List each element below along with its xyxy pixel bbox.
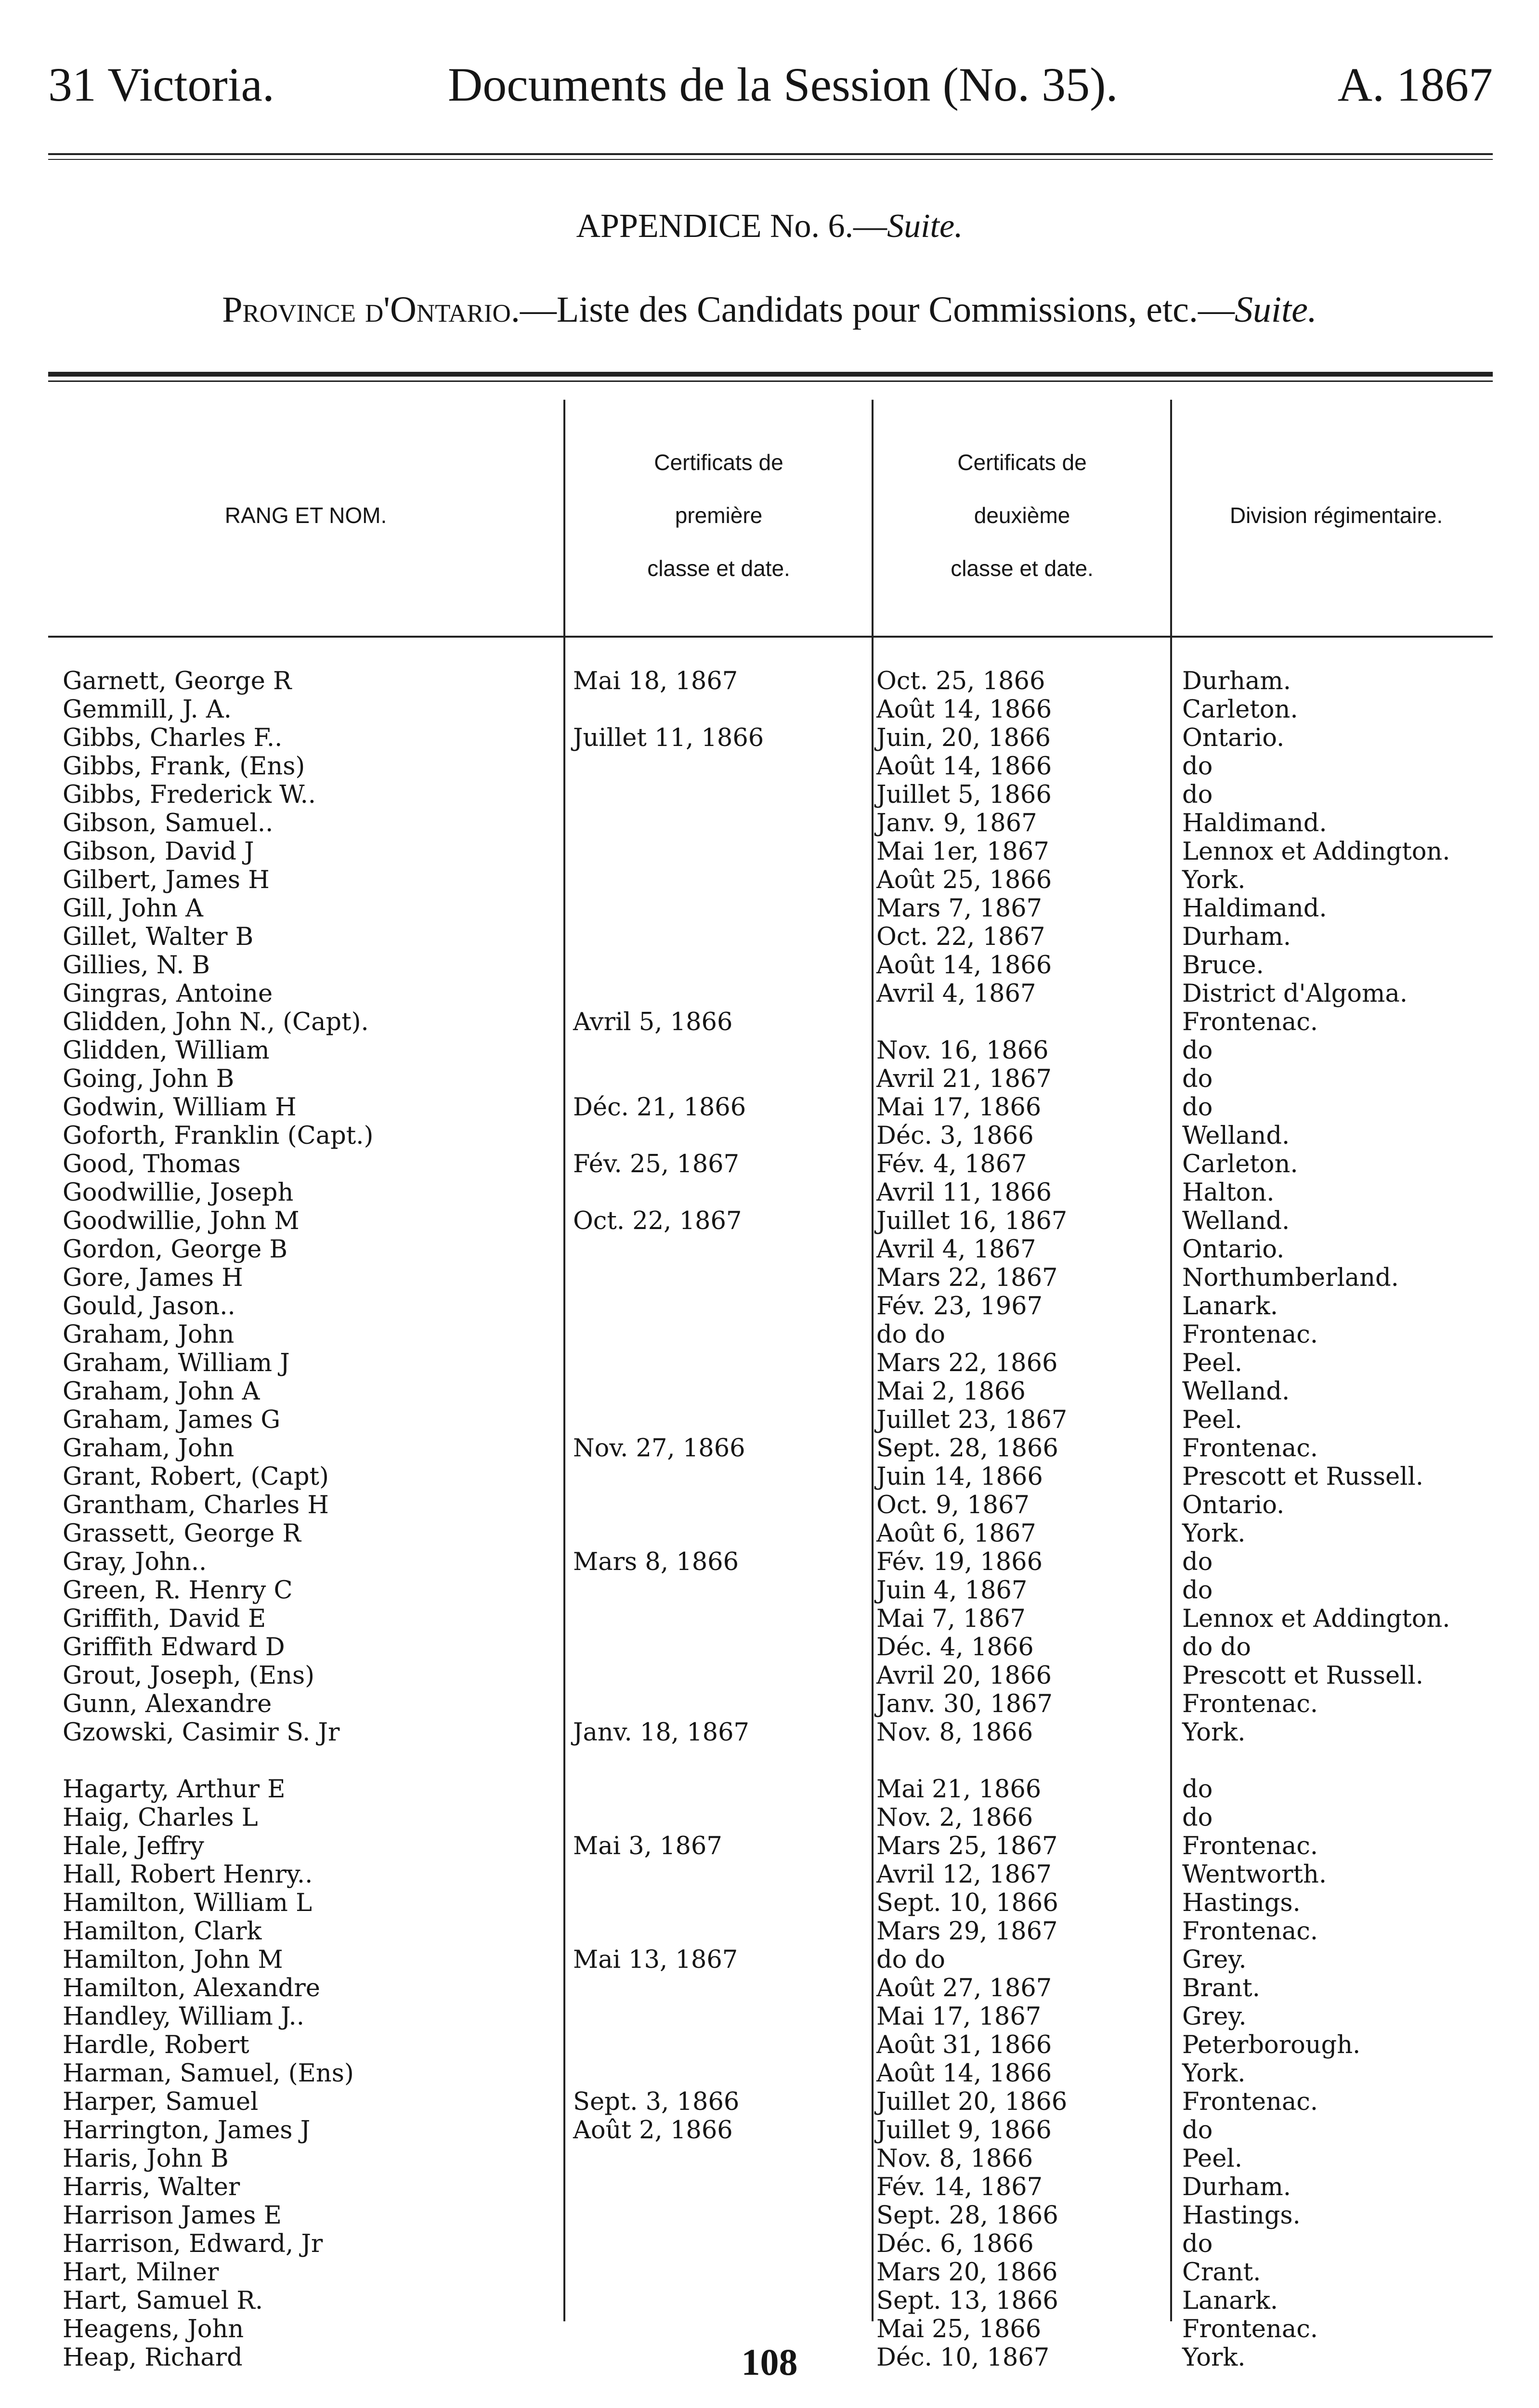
- header-session: 31 Victoria.: [48, 58, 274, 111]
- table-row: [0, 2116, 1539, 2145]
- column-heading-name: RANG ET NOM.: [224, 503, 387, 528]
- regimental-division: Peterborough.: [1182, 2031, 1361, 2059]
- candidate-name: Harrison James E: [63, 2201, 282, 2230]
- regimental-division: Brant.: [1182, 1974, 1260, 2002]
- second-class-certificate: Avril 21, 1867: [876, 1065, 1052, 1093]
- column-heading-first-class: Certificats de première classe et date.: [647, 450, 790, 581]
- regimental-division: York.: [1182, 2343, 1246, 2372]
- table-row: [0, 752, 1539, 781]
- candidate-name: Going, John B: [63, 1065, 235, 1093]
- second-class-certificate: Juin 14, 1866: [876, 1463, 1043, 1491]
- second-class-certificate: Mars 20, 1866: [876, 2258, 1058, 2287]
- candidate-name: Haris, John B: [63, 2145, 229, 2173]
- regimental-division: Northumberland.: [1182, 1264, 1399, 1292]
- first-class-certificate: Juillet 11, 1866: [573, 724, 764, 752]
- second-class-certificate: Avril 4, 1867: [876, 1235, 1036, 1264]
- candidate-name: Hart, Samuel R.: [63, 2287, 263, 2315]
- regimental-division: Frontenac.: [1182, 1832, 1318, 1860]
- second-class-certificate: Avril 4, 1867: [876, 980, 1036, 1008]
- table-row: [0, 2258, 1539, 2287]
- regimental-division: Prescott et Russell.: [1182, 1463, 1424, 1491]
- second-class-certificate: Nov. 8, 1866: [876, 2145, 1033, 2173]
- header-rule-thin: [48, 159, 1493, 160]
- candidate-name: Gould, Jason..: [63, 1292, 235, 1321]
- second-class-certificate: Oct. 22, 1867: [876, 923, 1045, 951]
- second-class-certificate: Oct. 9, 1867: [876, 1491, 1030, 1519]
- candidate-name: Gray, John..: [63, 1548, 207, 1576]
- second-class-certificate: Juillet 9, 1866: [876, 2116, 1052, 2145]
- first-class-certificate: Oct. 22, 1867: [573, 1207, 742, 1235]
- regimental-division: do: [1182, 752, 1213, 781]
- table-row: [0, 667, 1539, 695]
- candidate-name: Glidden, John N., (Capt).: [63, 1008, 369, 1036]
- table-row: [0, 724, 1539, 752]
- second-class-certificate: Déc. 4, 1866: [876, 1633, 1034, 1662]
- column-header-rule: [48, 636, 1493, 638]
- second-class-certificate: Fév. 14, 1867: [876, 2173, 1043, 2201]
- second-class-certificate: Mars 22, 1866: [876, 1349, 1058, 1377]
- second-class-certificate: Nov. 16, 1866: [876, 1036, 1049, 1065]
- second-class-certificate: Avril 12, 1867: [876, 1860, 1052, 1889]
- table-row: [0, 866, 1539, 894]
- column-heading-second-class: Certificats de deuxième classe et date.: [951, 450, 1094, 581]
- second-class-certificate: Fév. 23, 1967: [876, 1292, 1043, 1321]
- candidate-name: Gibson, Samuel..: [63, 809, 274, 838]
- table-row: [0, 1860, 1539, 1889]
- second-class-certificate: Avril 11, 1866: [876, 1178, 1052, 1207]
- candidate-name: Glidden, William: [63, 1036, 270, 1065]
- candidate-name: Grassett, George R: [63, 1519, 301, 1548]
- second-class-certificate: Mai 17, 1866: [876, 1093, 1042, 1122]
- table-row: [0, 1974, 1539, 2002]
- regimental-division: Lennox et Addington.: [1182, 838, 1450, 866]
- regimental-division: Frontenac.: [1182, 1008, 1318, 1036]
- regimental-division: York.: [1182, 2059, 1246, 2088]
- candidate-name: Gill, John A: [63, 894, 203, 923]
- table-row: [0, 1548, 1539, 1576]
- second-class-certificate: do do: [876, 1321, 945, 1349]
- table-row: [0, 1292, 1539, 1321]
- candidate-name: Grantham, Charles H: [63, 1491, 329, 1519]
- table-row: [0, 2031, 1539, 2059]
- regimental-division: Lennox et Addington.: [1182, 1605, 1450, 1633]
- candidate-name: Hart, Milner: [63, 2258, 219, 2287]
- candidate-name: Gibbs, Frank, (Ens): [63, 752, 305, 781]
- running-header: [48, 57, 1493, 119]
- regimental-division: York.: [1182, 1718, 1246, 1747]
- table-row: [0, 695, 1539, 724]
- candidate-name: Hamilton, Alexandre: [63, 1974, 320, 2002]
- table-row: [0, 1036, 1539, 1065]
- candidate-name: Gillies, N. B: [63, 951, 210, 980]
- second-class-certificate: Déc. 10, 1867: [876, 2343, 1050, 2372]
- regimental-division: do: [1182, 1775, 1213, 1804]
- regimental-division: do: [1182, 1065, 1213, 1093]
- table-top-rule: [48, 372, 1493, 377]
- candidate-name: Gibson, David J: [63, 838, 254, 866]
- table-row: [0, 2059, 1539, 2088]
- second-class-certificate: do do: [876, 1946, 945, 1974]
- table-row: [0, 1321, 1539, 1349]
- table-row: [0, 838, 1539, 866]
- regimental-division: Peel.: [1182, 2145, 1242, 2173]
- section-gap: [0, 1747, 1539, 1775]
- regimental-division: Carleton.: [1182, 695, 1298, 724]
- regimental-division: Ontario.: [1182, 724, 1285, 752]
- second-class-certificate: Mai 1er, 1867: [876, 838, 1049, 866]
- regimental-division: Haldimand.: [1182, 809, 1327, 838]
- second-class-certificate: Août 14, 1866: [876, 752, 1052, 781]
- table-row: [0, 1775, 1539, 1804]
- second-class-certificate: Août 14, 1866: [876, 951, 1052, 980]
- table-row: [0, 1377, 1539, 1406]
- first-class-certificate: Mai 18, 1867: [573, 667, 738, 695]
- table-row: [0, 1662, 1539, 1690]
- table-row: [0, 1718, 1539, 1747]
- candidate-table: [0, 667, 1539, 2372]
- candidate-name: Gunn, Alexandre: [63, 1690, 272, 1718]
- second-class-certificate: Août 14, 1866: [876, 695, 1052, 724]
- table-row: [0, 1178, 1539, 1207]
- table-row: [0, 2173, 1539, 2201]
- regimental-division: Carleton.: [1182, 1150, 1298, 1178]
- second-class-certificate: Juin 4, 1867: [876, 1576, 1028, 1605]
- table-row: [0, 1434, 1539, 1463]
- table-row: [0, 1690, 1539, 1718]
- table-row: [0, 1065, 1539, 1093]
- regimental-division: District d'Algoma.: [1182, 980, 1408, 1008]
- regimental-division: Bruce.: [1182, 951, 1264, 980]
- regimental-division: Welland.: [1182, 1377, 1290, 1406]
- second-class-certificate: Sept. 28, 1866: [876, 2201, 1058, 2230]
- regimental-division: do: [1182, 1036, 1213, 1065]
- table-row: [0, 1804, 1539, 1832]
- second-class-certificate: Sept. 28, 1866: [876, 1434, 1058, 1463]
- second-class-certificate: Mai 21, 1866: [876, 1775, 1042, 1804]
- second-class-certificate: Juillet 16, 1867: [876, 1207, 1068, 1235]
- candidate-name: Griffith, David E: [63, 1605, 266, 1633]
- candidate-name: Goforth, Franklin (Capt.): [63, 1122, 374, 1150]
- candidate-name: Graham, William J: [63, 1349, 290, 1377]
- regimental-division: Lanark.: [1182, 2287, 1278, 2315]
- second-class-certificate: Mars 7, 1867: [876, 894, 1043, 923]
- second-class-certificate: Août 27, 1867: [876, 1974, 1052, 2002]
- candidate-name: Hagarty, Arthur E: [63, 1775, 286, 1804]
- candidate-name: Gibbs, Frederick W..: [63, 781, 316, 809]
- candidate-name: Hardle, Robert: [63, 2031, 249, 2059]
- second-class-certificate: Août 25, 1866: [876, 866, 1052, 894]
- second-class-certificate: Sept. 13, 1866: [876, 2287, 1058, 2315]
- second-class-certificate: Mai 25, 1866: [876, 2315, 1042, 2343]
- regimental-division: Prescott et Russell.: [1182, 1662, 1424, 1690]
- candidate-name: Griffith Edward D: [63, 1633, 285, 1662]
- regimental-division: Ontario.: [1182, 1491, 1285, 1519]
- table-row: [0, 1576, 1539, 1605]
- candidate-name: Gillet, Walter B: [63, 923, 254, 951]
- second-class-certificate: Mars 25, 1867: [876, 1832, 1058, 1860]
- table-row: [0, 2088, 1539, 2116]
- second-class-certificate: Avril 20, 1866: [876, 1662, 1052, 1690]
- candidate-name: Harris, Walter: [63, 2173, 240, 2201]
- table-row: [0, 1150, 1539, 1178]
- regimental-division: Peel.: [1182, 1349, 1242, 1377]
- candidate-name: Hamilton, William L: [63, 1889, 312, 1917]
- candidate-name: Gingras, Antoine: [63, 980, 273, 1008]
- table-row: [0, 1463, 1539, 1491]
- regimental-division: do: [1182, 1576, 1213, 1605]
- candidate-name: Godwin, William H: [63, 1093, 297, 1122]
- table-row: [0, 2145, 1539, 2173]
- candidate-name: Hall, Robert Henry..: [63, 1860, 313, 1889]
- second-class-certificate: Juillet 5, 1866: [876, 781, 1052, 809]
- regimental-division: do do: [1182, 1633, 1251, 1662]
- candidate-name: Good, Thomas: [63, 1150, 241, 1178]
- regimental-division: Haldimand.: [1182, 894, 1327, 923]
- second-class-certificate: Fév. 19, 1866: [876, 1548, 1043, 1576]
- second-class-certificate: Janv. 30, 1867: [876, 1690, 1053, 1718]
- second-class-certificate: Mai 2, 1866: [876, 1377, 1026, 1406]
- candidate-name: Harper, Samuel: [63, 2088, 259, 2116]
- second-class-certificate: Fév. 4, 1867: [876, 1150, 1027, 1178]
- candidate-name: Hamilton, John M: [63, 1946, 283, 1974]
- second-class-certificate: Mars 29, 1867: [876, 1917, 1058, 1946]
- regimental-division: Welland.: [1182, 1122, 1290, 1150]
- candidate-name: Gordon, George B: [63, 1235, 287, 1264]
- column-heading-division: Division régimentaire.: [1229, 503, 1443, 528]
- regimental-division: Grey.: [1182, 2002, 1247, 2031]
- candidate-name: Graham, James G: [63, 1406, 281, 1434]
- first-class-certificate: Mai 13, 1867: [573, 1946, 738, 1974]
- second-class-certificate: Mars 22, 1867: [876, 1264, 1058, 1292]
- candidate-name: Harman, Samuel, (Ens): [63, 2059, 354, 2088]
- first-class-certificate: Août 2, 1866: [573, 2116, 733, 2145]
- table-row: [0, 923, 1539, 951]
- second-class-certificate: Août 31, 1866: [876, 2031, 1052, 2059]
- candidate-name: Haig, Charles L: [63, 1804, 258, 1832]
- regimental-division: do: [1182, 1093, 1213, 1122]
- second-class-certificate: Nov. 2, 1866: [876, 1804, 1033, 1832]
- regimental-division: Wentworth.: [1182, 1860, 1327, 1889]
- first-class-certificate: Avril 5, 1866: [573, 1008, 733, 1036]
- regimental-division: Peel.: [1182, 1406, 1242, 1434]
- page-number: 108: [741, 2341, 798, 2383]
- first-class-certificate: Mars 8, 1866: [573, 1548, 739, 1576]
- candidate-name: Heagens, John: [63, 2315, 244, 2343]
- regimental-division: Frontenac.: [1182, 2315, 1318, 2343]
- regimental-division: do: [1182, 781, 1213, 809]
- regimental-division: Welland.: [1182, 1207, 1290, 1235]
- regimental-division: Durham.: [1182, 923, 1291, 951]
- regimental-division: Hastings.: [1182, 2201, 1301, 2230]
- candidate-name: Gore, James H: [63, 1264, 243, 1292]
- table-row: [0, 1207, 1539, 1235]
- first-class-certificate: Fév. 25, 1867: [573, 1150, 740, 1178]
- candidate-name: Gzowski, Casimir S. Jr: [63, 1718, 340, 1747]
- first-class-certificate: Déc. 21, 1866: [573, 1093, 746, 1122]
- regimental-division: Grey.: [1182, 1946, 1247, 1974]
- candidate-name: Graham, John: [63, 1434, 235, 1463]
- table-row: [0, 894, 1539, 923]
- candidate-name: Green, R. Henry C: [63, 1576, 293, 1605]
- table-row: [0, 1832, 1539, 1860]
- table-row: [0, 2287, 1539, 2315]
- second-class-certificate: Déc. 6, 1866: [876, 2230, 1034, 2258]
- candidate-name: Heap, Richard: [63, 2343, 243, 2372]
- candidate-name: Hamilton, Clark: [63, 1917, 262, 1946]
- table-row: [0, 2315, 1539, 2343]
- first-class-certificate: Sept. 3, 1866: [573, 2088, 740, 2116]
- second-class-certificate: Mai 7, 1867: [876, 1605, 1026, 1633]
- table-row: [0, 1946, 1539, 1974]
- header-document-title: Documents de la Session (No. 35).: [448, 58, 1118, 111]
- table-row: [0, 809, 1539, 838]
- table-row: [0, 1633, 1539, 1662]
- table-row: [0, 1889, 1539, 1917]
- regimental-division: Frontenac.: [1182, 2088, 1318, 2116]
- candidate-name: Grant, Robert, (Capt): [63, 1463, 329, 1491]
- regimental-division: Frontenac.: [1182, 1690, 1318, 1718]
- table-row: [0, 980, 1539, 1008]
- second-class-certificate: Juillet 20, 1866: [876, 2088, 1068, 2116]
- candidate-name: Garnett, George R: [63, 667, 292, 695]
- list-subtitle: Province d'Ontario.—Liste des Candidats pour Commissions, etc.—Suite.: [222, 289, 1317, 330]
- first-class-certificate: Nov. 27, 1866: [573, 1434, 745, 1463]
- second-class-certificate: Mai 17, 1867: [876, 2002, 1042, 2031]
- candidate-name: Handley, William J..: [63, 2002, 304, 2031]
- candidate-name: Harrington, James J: [63, 2116, 311, 2145]
- candidate-name: Gibbs, Charles F..: [63, 724, 283, 752]
- regimental-division: Frontenac.: [1182, 1321, 1318, 1349]
- second-class-certificate: Oct. 25, 1866: [876, 667, 1045, 695]
- candidate-name: Gemmill, J. A.: [63, 695, 232, 724]
- candidate-name: Goodwillie, John M: [63, 1207, 300, 1235]
- appendix-title: APPENDICE No. 6.—Suite.: [576, 208, 963, 245]
- table-top-rule-thin: [48, 380, 1493, 382]
- table-row: [0, 1008, 1539, 1036]
- regimental-division: Hastings.: [1182, 1889, 1301, 1917]
- header-rule: [48, 153, 1493, 155]
- table-row: [0, 1349, 1539, 1377]
- candidate-name: Harrison, Edward, Jr: [63, 2230, 323, 2258]
- regimental-division: Ontario.: [1182, 1235, 1285, 1264]
- table-row: [0, 2230, 1539, 2258]
- regimental-division: do: [1182, 1804, 1213, 1832]
- table-row: [0, 1235, 1539, 1264]
- table-row: [0, 951, 1539, 980]
- regimental-division: Durham.: [1182, 667, 1291, 695]
- header-year: A. 1867: [1337, 58, 1493, 111]
- first-class-certificate: Mai 3, 1867: [573, 1832, 722, 1860]
- second-class-certificate: Juillet 23, 1867: [876, 1406, 1068, 1434]
- table-row: [0, 1491, 1539, 1519]
- candidate-name: Hale, Jeffry: [63, 1832, 204, 1860]
- regimental-division: Lanark.: [1182, 1292, 1278, 1321]
- candidate-name: Graham, John A: [63, 1377, 260, 1406]
- regimental-division: York.: [1182, 866, 1246, 894]
- regimental-division: do: [1182, 1548, 1213, 1576]
- regimental-division: Frontenac.: [1182, 1434, 1318, 1463]
- candidate-name: Grout, Joseph, (Ens): [63, 1662, 315, 1690]
- second-class-certificate: Juin, 20, 1866: [876, 724, 1051, 752]
- regimental-division: Frontenac.: [1182, 1917, 1318, 1946]
- table-row: [0, 781, 1539, 809]
- table-row: [0, 1093, 1539, 1122]
- table-row: [0, 1406, 1539, 1434]
- candidate-name: Gilbert, James H: [63, 866, 270, 894]
- candidate-name: Goodwillie, Joseph: [63, 1178, 294, 1207]
- second-class-certificate: Août 6, 1867: [876, 1519, 1036, 1548]
- table-row: [0, 1264, 1539, 1292]
- table-row: [0, 1122, 1539, 1150]
- regimental-division: do: [1182, 2230, 1213, 2258]
- table-row: [0, 2201, 1539, 2230]
- regimental-division: Halton.: [1182, 1178, 1275, 1207]
- table-row: [0, 2002, 1539, 2031]
- second-class-certificate: Déc. 3, 1866: [876, 1122, 1034, 1150]
- table-row: [0, 1917, 1539, 1946]
- regimental-division: Crant.: [1182, 2258, 1261, 2287]
- candidate-name: Graham, John: [63, 1321, 235, 1349]
- regimental-division: do: [1182, 2116, 1213, 2145]
- regimental-division: Durham.: [1182, 2173, 1291, 2201]
- first-class-certificate: Janv. 18, 1867: [573, 1718, 749, 1747]
- regimental-division: York.: [1182, 1519, 1246, 1548]
- second-class-certificate: Janv. 9, 1867: [876, 809, 1037, 838]
- table-row: [0, 1605, 1539, 1633]
- second-class-certificate: Sept. 10, 1866: [876, 1889, 1058, 1917]
- second-class-certificate: Nov. 8, 1866: [876, 1718, 1033, 1747]
- table-row: [0, 1519, 1539, 1548]
- second-class-certificate: Août 14, 1866: [876, 2059, 1052, 2088]
